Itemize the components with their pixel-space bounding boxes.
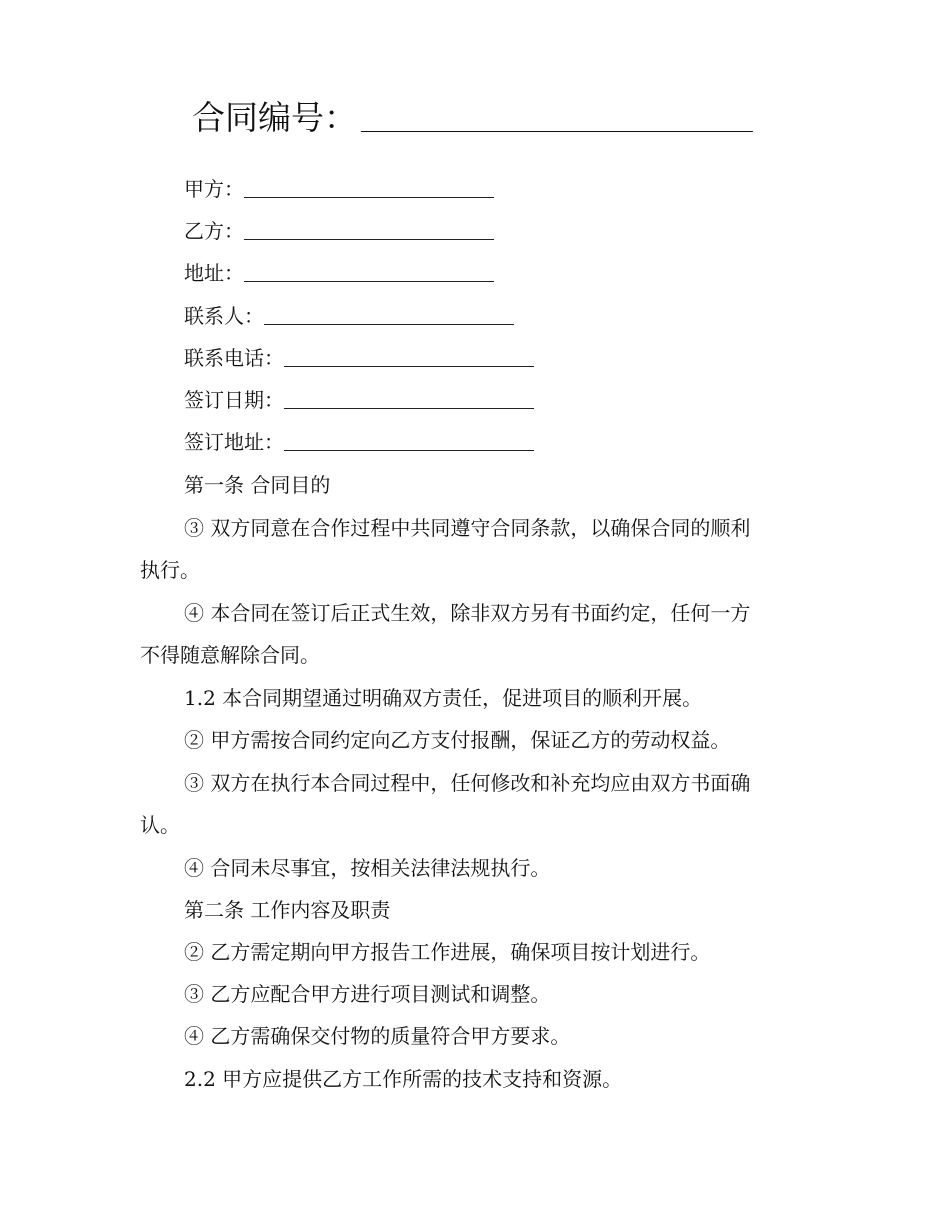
- clause-paragraph: ③ 双方在执行本合同过程中，任何修改和补充均应由双方书面确: [184, 771, 751, 795]
- clause-paragraph: 1.2 本合同期望通过明确双方责任，促进项目的顺利开展。: [184, 686, 703, 710]
- party-a-label: 甲方：: [184, 177, 244, 201]
- clause-paragraph: ② 甲方需按合同约定向乙方支付报酬，保证乙方的劳动权益。: [184, 728, 731, 752]
- contact-phone-label: 联系电话：: [184, 346, 284, 370]
- contract-number-blank[interactable]: [361, 130, 753, 132]
- contact-person-label: 联系人：: [184, 304, 264, 328]
- sign-place-label: 签订地址：: [184, 430, 284, 454]
- party-a-field: [184, 176, 494, 202]
- article1-heading: 第一条 合同目的: [184, 473, 331, 497]
- clause-paragraph-continued: 不得随意解除合同。: [140, 643, 320, 667]
- address-field: [184, 260, 494, 286]
- contact-person-blank[interactable]: [264, 324, 514, 325]
- clause-paragraph: ④ 合同未尽事宜，按相关法律法规执行。: [184, 856, 551, 880]
- clause-paragraph: ④ 本合同在签订后正式生效，除非双方另有书面约定，任何一方: [184, 601, 751, 625]
- sign-date-label: 签订日期：: [184, 388, 284, 412]
- contract-number-label: 合同编号：: [192, 98, 357, 137]
- party-b-field: [184, 218, 494, 244]
- contact-phone-field: [184, 345, 534, 371]
- clause-paragraph: 2.2 甲方应提供乙方工作所需的技术支持和资源。: [184, 1067, 623, 1091]
- clause-paragraph: ③ 双方同意在合作过程中共同遵守合同条款，以确保合同的顺利: [184, 516, 751, 540]
- article2-heading: 第二条 工作内容及职责: [184, 898, 391, 922]
- address-blank[interactable]: [244, 281, 494, 282]
- sign-place-field: [184, 429, 534, 455]
- address-label: 地址：: [184, 261, 244, 285]
- clause-paragraph-continued: 执行。: [140, 558, 200, 582]
- contract-number-row: [192, 98, 753, 138]
- party-b-label: 乙方：: [184, 219, 244, 243]
- clause-paragraph: ④ 乙方需确保交付物的质量符合甲方要求。: [184, 1024, 571, 1048]
- clause-paragraph: ② 乙方需定期向甲方报告工作进展，确保项目按计划进行。: [184, 940, 711, 964]
- sign-date-blank[interactable]: [284, 408, 534, 409]
- clause-paragraph: ③ 乙方应配合甲方进行项目测试和调整。: [184, 982, 551, 1006]
- contact-phone-blank[interactable]: [284, 366, 534, 367]
- clause-paragraph-continued: 认。: [140, 813, 180, 837]
- contact-person-field: [184, 303, 514, 329]
- sign-date-field: [184, 387, 534, 413]
- party-a-blank[interactable]: [244, 197, 494, 198]
- party-b-blank[interactable]: [244, 239, 494, 240]
- sign-place-blank[interactable]: [284, 450, 534, 451]
